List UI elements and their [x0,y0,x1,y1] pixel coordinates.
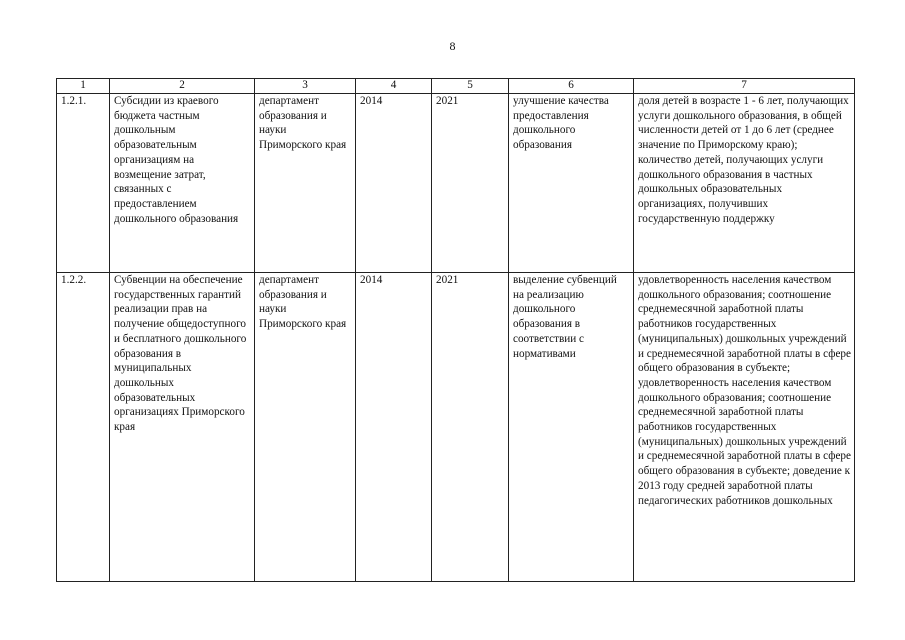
measure-name: Субсидии из краевого бюджета частным дошкольным образовательным организациям на возмещение затрат, связанных с предоставлением дошкольного образования [110,94,255,273]
column-header-3: 3 [255,79,356,94]
column-header-7: 7 [634,79,855,94]
column-header-2: 2 [110,79,255,94]
row-code: 1.2.2. [57,273,110,582]
table-row [57,94,855,273]
column-header-5: 5 [432,79,509,94]
start-year: 2014 [356,273,432,582]
executor: департамент образования и науки Приморского края [255,273,356,582]
indicators: доля детей в возрасте 1 - 6 лет, получающих услуги дошкольного образования, в общей численности детей от 1 до 6 лет (среднее значение по Приморскому краю); количество детей, получающих услуги дошкольного образования в частных дошкольных образовательных организациях, получивших государственную поддержку [634,94,855,273]
row-code: 1.2.1. [57,94,110,273]
page-number: 8 [449,39,456,53]
indicators: удовлетворенность населения качеством дошкольного образования; соотношение среднемесячной заработной платы работников государственных (муниципальных) дошкольных учреждений и среднемесячной заработной платы в сфере общего образования в субъекте; удовлетворенность населения качеством дошкольного образования; соотношение среднемесячной заработной платы работников государственных (муниципальных) дошкольных учреждений и среднемесячной заработной платы в сфере общего образования в субъекте; доведение к 2013 году средней заработной платы педагогических работников дошкольных [634,273,855,582]
expected-result: улучшение качества предоставления дошкольного образования [509,94,634,273]
measure-name: Субвенции на обеспечение государственных гарантий реализации прав на получение общедоступного и бесплатного дошкольного образования в муниципальных дошкольных образовательных организациях Приморского края [110,273,255,582]
column-header-6: 6 [509,79,634,94]
table-header-row [57,79,855,94]
column-header-1: 1 [57,79,110,94]
program-table [56,78,855,582]
executor: департамент образования и науки Приморского края [255,94,356,273]
table-row [57,273,855,582]
end-year: 2021 [432,94,509,273]
column-header-4: 4 [356,79,432,94]
start-year: 2014 [356,94,432,273]
end-year: 2021 [432,273,509,582]
expected-result: выделение субвенций на реализацию дошкольного образования в соответствии с нормативами [509,273,634,582]
